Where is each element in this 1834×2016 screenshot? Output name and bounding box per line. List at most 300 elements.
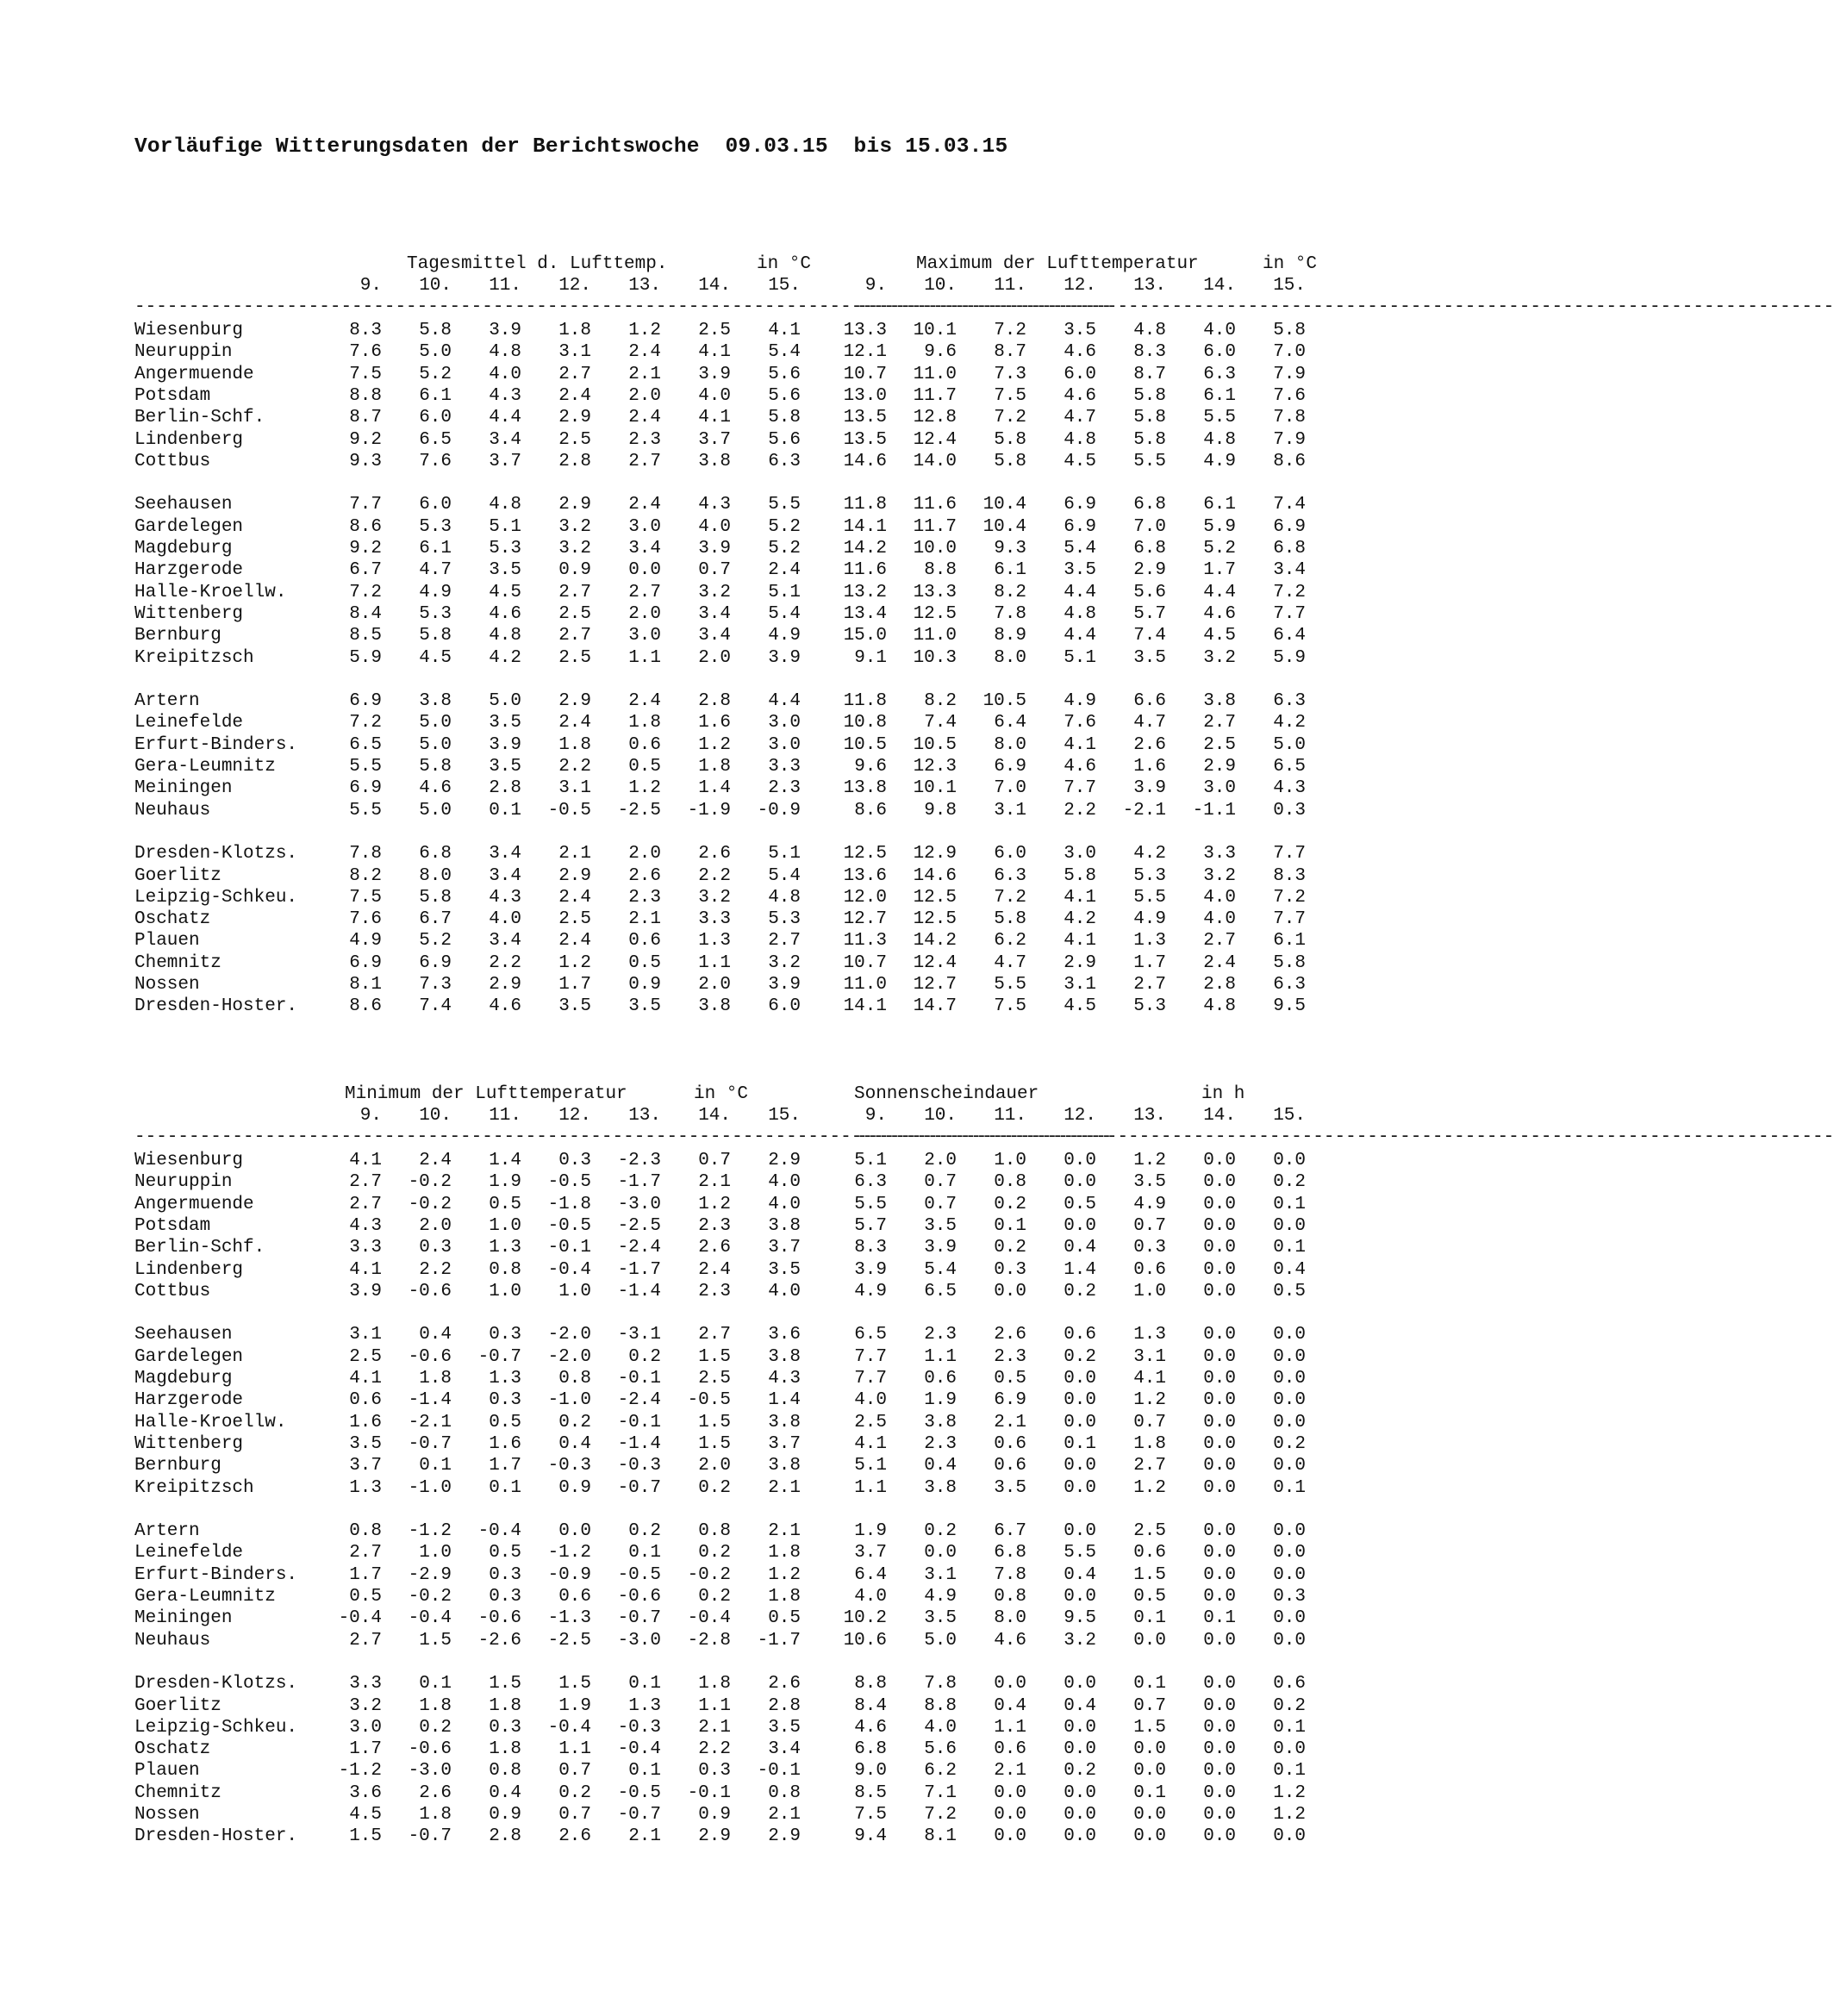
top_right-day-7: 15.: [1273, 276, 1306, 296]
top_left-value: 2.0: [698, 975, 731, 995]
bottom_right-value: 8.1: [924, 1826, 957, 1847]
bottom_right-value: 1.2: [1273, 1805, 1306, 1825]
station-name: Artern: [134, 691, 200, 712]
station-name: Kreipitzsch: [134, 647, 254, 668]
top_right-value: 4.8: [1133, 321, 1166, 340]
bottom_right-value: 4.0: [924, 1717, 957, 1738]
top_right-value: 4.8: [1203, 996, 1236, 1017]
bottom_left-value: 2.9: [768, 1826, 801, 1847]
top_left-value: 4.6: [489, 996, 521, 1017]
bottom_right-value: 1.9: [854, 1521, 887, 1542]
bottom_right-value: 0.4: [994, 1695, 1026, 1716]
top_left-value: -1.9: [687, 800, 731, 821]
top_right-value: 5.8: [994, 451, 1026, 471]
bottom_left-value: -3.0: [617, 1194, 661, 1214]
top_left-value: 2.7: [628, 451, 661, 471]
top_left-value: 3.5: [489, 757, 521, 777]
top_right-day-5: 13.: [1133, 276, 1166, 296]
bottom_left-value: 1.8: [489, 1695, 521, 1716]
bottom_right-value: 0.0: [1203, 1412, 1236, 1432]
station-name: Artern: [134, 1521, 200, 1542]
bottom_right-value: 0.0: [1203, 1695, 1236, 1716]
bottom_right-value: 0.0: [1064, 1151, 1096, 1170]
bottom_left-value: 0.8: [489, 1259, 521, 1280]
bottom_left-value: -0.6: [408, 1739, 452, 1760]
bottom_right-value: 0.7: [924, 1194, 957, 1214]
top_right-value: 12.0: [843, 887, 887, 908]
bottom_left-value: 4.0: [768, 1281, 801, 1301]
top_left-value: 2.6: [698, 844, 731, 864]
bottom_left-value: 3.3: [349, 1674, 382, 1695]
bottom_left-value: -0.3: [617, 1456, 661, 1476]
top_left-value: 4.8: [489, 342, 521, 363]
bottom_right-value: 0.8: [994, 1172, 1026, 1193]
top_left-value: 1.3: [698, 931, 731, 952]
top_right-value: 12.1: [843, 342, 887, 363]
bottom_right-value: 0.0: [1064, 1587, 1096, 1607]
bottom_right-value: 1.1: [854, 1477, 887, 1498]
top_left-value: 3.0: [768, 713, 801, 733]
bottom_right-value: 0.1: [1203, 1608, 1236, 1629]
page-title: Vorläufige Witterungsdaten der Berichtswoche 09.03.15 bis 15.03.15: [134, 135, 1008, 159]
bottom_left-value: 1.6: [349, 1412, 382, 1432]
bottom_right-value: 3.9: [924, 1238, 957, 1258]
top_right-value: 11.8: [843, 691, 887, 712]
bottom_left-value: 2.1: [768, 1477, 801, 1498]
top_left-value: 0.7: [698, 560, 731, 581]
bottom_left-value: 1.4: [768, 1390, 801, 1411]
station-name: Berlin-Schf.: [134, 408, 265, 428]
top_right-value: 4.5: [1064, 996, 1096, 1017]
top_right-value: 2.2: [1064, 800, 1096, 821]
top_left-value: 3.4: [489, 844, 521, 864]
bottom_right-value: 7.7: [854, 1369, 887, 1389]
top_left-value: 8.8: [349, 385, 382, 406]
top_right-value: 11.6: [913, 495, 957, 515]
top_left-value: 8.5: [349, 626, 382, 646]
top_right-value: 12.5: [913, 909, 957, 930]
top_left-value: 7.6: [419, 451, 452, 471]
top_right-value: 5.8: [1273, 952, 1306, 973]
top_right-value: 9.1: [854, 647, 887, 668]
bottom_left-value: 3.5: [768, 1259, 801, 1280]
top_left-value: 1.2: [698, 734, 731, 755]
bottom_left-value: -2.5: [617, 1215, 661, 1236]
bottom_left-value: 3.0: [349, 1717, 382, 1738]
station-name: Nossen: [134, 1805, 200, 1825]
bottom_right-value: 0.0: [1064, 1717, 1096, 1738]
top_left-value: 2.1: [628, 909, 661, 930]
top_right-value: 10.3: [913, 647, 957, 668]
top_right-value: 6.9: [994, 757, 1026, 777]
bottom_left-value: 3.8: [768, 1456, 801, 1476]
top_left-value: 2.5: [558, 909, 591, 930]
bottom_right-value: 0.0: [1273, 1543, 1306, 1563]
bottom_left-value: 2.7: [349, 1630, 382, 1651]
top_left-value: 2.0: [628, 603, 661, 624]
bottom_left-value: -2.3: [617, 1151, 661, 1170]
top_left-value: 3.3: [768, 757, 801, 777]
top_right-unit: in °C: [1263, 254, 1318, 274]
bottom_right-unit: in h: [1201, 1084, 1245, 1104]
bottom_left-value: -0.7: [617, 1805, 661, 1825]
top_left-value: 2.0: [698, 647, 731, 668]
top_right-value: 3.0: [1064, 844, 1096, 864]
bottom_right-value: 2.6: [994, 1325, 1026, 1345]
top_left-value: 5.9: [349, 647, 382, 668]
top_left-value: 2.3: [628, 887, 661, 908]
bottom_right-value: 1.5: [1133, 1564, 1166, 1585]
top_left-value: 6.9: [349, 952, 382, 973]
top_right-value: 5.5: [1203, 408, 1236, 428]
bottom_left-value: -1.2: [408, 1521, 452, 1542]
bottom_right-value: 0.0: [1203, 1259, 1236, 1280]
top_left-value: 8.6: [349, 516, 382, 537]
bottom_left-value: 0.7: [558, 1761, 591, 1782]
station-name: Cottbus: [134, 451, 211, 471]
station-name: Gera-Leumnitz: [134, 757, 276, 777]
top_left-value: 3.4: [489, 865, 521, 886]
top_right-value: 11.8: [843, 495, 887, 515]
station-name: Nossen: [134, 975, 200, 995]
bottom_right-value: 4.6: [854, 1717, 887, 1738]
bottom_left-value: -1.7: [757, 1630, 801, 1651]
station-name: Halle-Kroellw.: [134, 1412, 287, 1432]
bottom_left-value: 1.5: [349, 1826, 382, 1847]
station-name: Plauen: [134, 1761, 200, 1782]
top_left-value: 3.9: [698, 364, 731, 384]
bottom_right-value: 0.4: [1273, 1259, 1306, 1280]
bottom_right-value: 3.9: [854, 1259, 887, 1280]
bottom_right-value: 1.2: [1133, 1390, 1166, 1411]
station-name: Cottbus: [134, 1281, 211, 1301]
top_left-value: 5.5: [768, 495, 801, 515]
top_left-value: 6.9: [349, 778, 382, 799]
top_left-value: 7.2: [349, 582, 382, 602]
top_right-value: 4.2: [1133, 844, 1166, 864]
bottom_left-value: 1.5: [698, 1433, 731, 1454]
bottom_right-value: 1.8: [1133, 1433, 1166, 1454]
bottom_right-value: 9.4: [854, 1826, 887, 1847]
top_left-value: 2.3: [628, 429, 661, 450]
top_right-value: 5.5: [994, 975, 1026, 995]
top_left-value: 4.8: [768, 887, 801, 908]
bottom_left-value: 4.0: [768, 1172, 801, 1193]
top_right-value: 11.3: [843, 931, 887, 952]
top_right-value: 6.9: [1064, 495, 1096, 515]
bottom_right-value: 0.0: [1203, 1172, 1236, 1193]
top_right-value: 3.0: [1203, 778, 1236, 799]
bottom_right-value: 0.0: [1273, 1630, 1306, 1651]
top_left-value: 7.7: [349, 495, 382, 515]
bottom_left-value: 1.8: [419, 1805, 452, 1825]
top_right-value: 11.7: [913, 385, 957, 406]
top_left-value: 2.6: [628, 865, 661, 886]
top_left-value: 2.4: [558, 931, 591, 952]
bottom_left-day-2: 10.: [419, 1106, 452, 1126]
top_right-value: 4.6: [1064, 757, 1096, 777]
top_right-value: 4.2: [1273, 713, 1306, 733]
top_right-value: 4.6: [1064, 385, 1096, 406]
bottom_left-value: 0.2: [698, 1587, 731, 1607]
bottom_right-value: 0.1: [1133, 1782, 1166, 1803]
bottom_right-value: 5.5: [1064, 1543, 1096, 1563]
top_right-value: 8.7: [1133, 364, 1166, 384]
top_right-value: 4.5: [1203, 626, 1236, 646]
bottom_left-value: -2.6: [477, 1630, 521, 1651]
bottom_left-value: 0.3: [489, 1390, 521, 1411]
top_right-value: 4.9: [1133, 909, 1166, 930]
top_right-value: 4.1: [1064, 887, 1096, 908]
top_left-value: 7.5: [349, 887, 382, 908]
bottom_left-value: -1.4: [408, 1390, 452, 1411]
bottom_right-title: Sonnenscheindauer: [854, 1084, 1039, 1104]
bottom_left-value: 3.9: [349, 1281, 382, 1301]
bottom_left-value: -0.5: [687, 1390, 731, 1411]
station-name: Dresden-Hoster.: [134, 996, 298, 1017]
top_right-value: 3.4: [1273, 560, 1306, 581]
top_right-value: 11.0: [913, 364, 957, 384]
bottom_left-value: -0.4: [338, 1608, 382, 1629]
bottom_right-value: 0.6: [924, 1369, 957, 1389]
bottom_left-value: -1.0: [408, 1477, 452, 1498]
bottom_left-value: 0.0: [558, 1521, 591, 1542]
bottom_left-value: 0.3: [419, 1238, 452, 1258]
top_right-value: 6.8: [1273, 539, 1306, 559]
bottom_left-rule: ------------------------------------------------------------------------------------------: [134, 1127, 1113, 1147]
bottom_right-value: 0.0: [1064, 1456, 1096, 1476]
bottom_left-value: 0.2: [558, 1782, 591, 1803]
top_right-value: 7.2: [1273, 582, 1306, 602]
bottom_right-value: 2.3: [924, 1325, 957, 1345]
bottom_left-value: -0.7: [408, 1826, 452, 1847]
bottom_left-value: 0.3: [489, 1587, 521, 1607]
bottom_right-value: 0.4: [924, 1456, 957, 1476]
bottom_right-value: 2.7: [1133, 1456, 1166, 1476]
bottom_left-value: 0.8: [768, 1782, 801, 1803]
bottom_right-value: 0.0: [1203, 1369, 1236, 1389]
bottom_right-value: 8.3: [854, 1238, 887, 1258]
top_right-value: 5.9: [1203, 516, 1236, 537]
bottom_right-value: 0.0: [1273, 1826, 1306, 1847]
top_right-value: 12.4: [913, 429, 957, 450]
top_right-value: 14.0: [913, 451, 957, 471]
bottom_left-value: 3.7: [768, 1433, 801, 1454]
top_left-value: 3.7: [489, 451, 521, 471]
bottom_left-value: 1.8: [419, 1369, 452, 1389]
bottom_right-value: 0.0: [1203, 1215, 1236, 1236]
top_left-value: 5.0: [419, 342, 452, 363]
bottom_left-value: 2.6: [698, 1238, 731, 1258]
top_left-day-6: 14.: [698, 276, 731, 296]
bottom_right-value: 0.0: [1203, 1630, 1236, 1651]
bottom_right-value: 0.6: [994, 1739, 1026, 1760]
top_left-value: 5.3: [419, 603, 452, 624]
top_right-value: 11.0: [843, 975, 887, 995]
top_left-value: 8.2: [349, 865, 382, 886]
top_left-value: 5.8: [419, 321, 452, 340]
bottom_left-value: -0.2: [408, 1172, 452, 1193]
bottom_right-value: 0.0: [1203, 1587, 1236, 1607]
bottom_left-value: 2.6: [768, 1674, 801, 1695]
top_right-value: 7.2: [994, 408, 1026, 428]
top_left-value: 5.1: [489, 516, 521, 537]
top_right-value: 8.7: [994, 342, 1026, 363]
bottom_right-value: 0.0: [1273, 1608, 1306, 1629]
bottom_left-value: 2.2: [698, 1739, 731, 1760]
station-name: Bernburg: [134, 626, 221, 646]
top_right-value: 2.7: [1133, 975, 1166, 995]
top_right-value: 12.8: [913, 408, 957, 428]
bottom_right-value: 0.3: [1133, 1238, 1166, 1258]
bottom_right-value: 0.0: [1203, 1477, 1236, 1498]
station-name: Meiningen: [134, 1608, 233, 1629]
bottom_left-value: -1.8: [547, 1194, 591, 1214]
top_right-value: 7.9: [1273, 429, 1306, 450]
bottom_right-value: 0.2: [924, 1521, 957, 1542]
bottom_right-rule: ------------------------------------------------------------------------------------------: [857, 1127, 1834, 1147]
bottom_right-value: 3.5: [924, 1608, 957, 1629]
top_left-value: 5.3: [419, 516, 452, 537]
station-name: Angermuende: [134, 1194, 254, 1214]
top_left-value: 5.8: [419, 757, 452, 777]
bottom_left-value: 1.5: [558, 1674, 591, 1695]
bottom_right-value: 0.1: [1273, 1717, 1306, 1738]
top_right-value: 13.3: [843, 321, 887, 340]
station-name: Leinefelde: [134, 1543, 244, 1563]
bottom_right-value: 0.6: [994, 1456, 1026, 1476]
top_left-value: 9.3: [349, 451, 382, 471]
top_left-value: 1.4: [698, 778, 731, 799]
top_right-value: 10.1: [913, 778, 957, 799]
top_left-value: 0.5: [628, 952, 661, 973]
bottom_right-value: 4.1: [1133, 1369, 1166, 1389]
top_right-value: -2.1: [1122, 800, 1166, 821]
top_right-value: 4.8: [1064, 429, 1096, 450]
bottom_right-value: 0.6: [1064, 1325, 1096, 1345]
top_right-value: 6.5: [1273, 757, 1306, 777]
bottom_right-value: 0.2: [1064, 1761, 1096, 1782]
top_right-value: 12.7: [843, 909, 887, 930]
top_left-value: 3.4: [489, 429, 521, 450]
bottom_left-value: 1.8: [768, 1543, 801, 1563]
top_left-value: 2.0: [628, 844, 661, 864]
bottom_left-value: 1.7: [349, 1564, 382, 1585]
bottom_right-value: 0.6: [1133, 1259, 1166, 1280]
bottom_right-value: 5.4: [924, 1259, 957, 1280]
top_left-value: 2.5: [698, 321, 731, 340]
top_right-value: 4.6: [1203, 603, 1236, 624]
top_right-value: 7.2: [994, 321, 1026, 340]
bottom_right-value: 0.0: [1203, 1739, 1236, 1760]
bottom_right-value: 8.0: [994, 1608, 1026, 1629]
top_right-value: 4.0: [1203, 887, 1236, 908]
bottom_left-value: -1.4: [617, 1281, 661, 1301]
top_right-value: 3.9: [1133, 778, 1166, 799]
bottom_right-value: 5.5: [854, 1194, 887, 1214]
station-name: Oschatz: [134, 1739, 211, 1760]
top_right-value: 3.5: [1064, 321, 1096, 340]
bottom_left-value: 2.3: [698, 1215, 731, 1236]
bottom_left-day-7: 15.: [768, 1106, 801, 1126]
top_right-value: 5.0: [1273, 734, 1306, 755]
bottom_left-value: 2.0: [698, 1456, 731, 1476]
top_right-value: 3.1: [1064, 975, 1096, 995]
bottom_left-value: -0.5: [547, 1172, 591, 1193]
bottom_right-value: 0.0: [994, 1281, 1026, 1301]
station-name: Erfurt-Binders.: [134, 734, 298, 755]
top_left-value: 2.8: [698, 691, 731, 712]
bottom_right-value: 0.0: [994, 1826, 1026, 1847]
top_left-value: 1.6: [698, 713, 731, 733]
station-name: Seehausen: [134, 1325, 233, 1345]
top_left-value: 4.7: [419, 560, 452, 581]
top_right-day-2: 10.: [924, 276, 957, 296]
station-name: Harzgerode: [134, 560, 244, 581]
bottom_right-value: 7.7: [854, 1346, 887, 1367]
bottom_right-value: 0.0: [1203, 1151, 1236, 1170]
bottom_right-day-5: 13.: [1133, 1106, 1166, 1126]
top_left-value: 0.6: [628, 931, 661, 952]
top_left-value: 6.0: [419, 408, 452, 428]
top_right-value: 6.3: [1273, 691, 1306, 712]
top_right-value: 4.4: [1064, 582, 1096, 602]
bottom_right-value: 10.6: [843, 1630, 887, 1651]
bottom_right-value: 0.0: [1133, 1826, 1166, 1847]
top_right-value: 3.8: [1203, 691, 1236, 712]
station-name: Kreipitzsch: [134, 1477, 254, 1498]
bottom_right-value: 0.0: [1064, 1412, 1096, 1432]
bottom_right-value: 0.0: [1273, 1369, 1306, 1389]
top_right-value: 7.0: [1133, 516, 1166, 537]
top_right-value: 14.1: [843, 996, 887, 1017]
bottom_right-value: 4.0: [854, 1587, 887, 1607]
bottom_left-value: 0.1: [628, 1543, 661, 1563]
top_right-value: 7.7: [1064, 778, 1096, 799]
top_right-value: 12.5: [913, 603, 957, 624]
bottom_left-value: 1.0: [558, 1281, 591, 1301]
top_right-value: 3.1: [994, 800, 1026, 821]
top_left-value: 6.0: [768, 996, 801, 1017]
bottom_left-value: 2.5: [698, 1369, 731, 1389]
top_right-value: 4.7: [994, 952, 1026, 973]
bottom_left-value: 1.7: [349, 1739, 382, 1760]
top_left-value: 3.5: [489, 560, 521, 581]
top_right-value: 6.3: [994, 865, 1026, 886]
bottom_right-value: 0.0: [1203, 1281, 1236, 1301]
station-name: Wittenberg: [134, 1433, 244, 1454]
bottom_left-value: -1.3: [547, 1608, 591, 1629]
top_right-value: 2.7: [1203, 931, 1236, 952]
top_left-value: 4.6: [489, 603, 521, 624]
bottom_right-value: 3.8: [924, 1477, 957, 1498]
bottom_left-value: 0.5: [489, 1412, 521, 1432]
top_left-value: 2.7: [558, 626, 591, 646]
bottom_right-value: 0.0: [1203, 1674, 1236, 1695]
top_left-value: 5.1: [768, 582, 801, 602]
top_right-value: 1.6: [1133, 757, 1166, 777]
top_right-value: 5.8: [1133, 385, 1166, 406]
top_right-value: 12.5: [913, 887, 957, 908]
bottom_left-value: 0.3: [698, 1761, 731, 1782]
top_right-value: 6.4: [994, 713, 1026, 733]
top_left-value: 4.1: [698, 408, 731, 428]
bottom_right-value: 0.0: [1273, 1346, 1306, 1367]
top_left-value: 0.0: [628, 560, 661, 581]
top_left-value: 2.7: [558, 582, 591, 602]
bottom_left-value: 0.9: [558, 1477, 591, 1498]
top_left-value: 2.4: [558, 887, 591, 908]
